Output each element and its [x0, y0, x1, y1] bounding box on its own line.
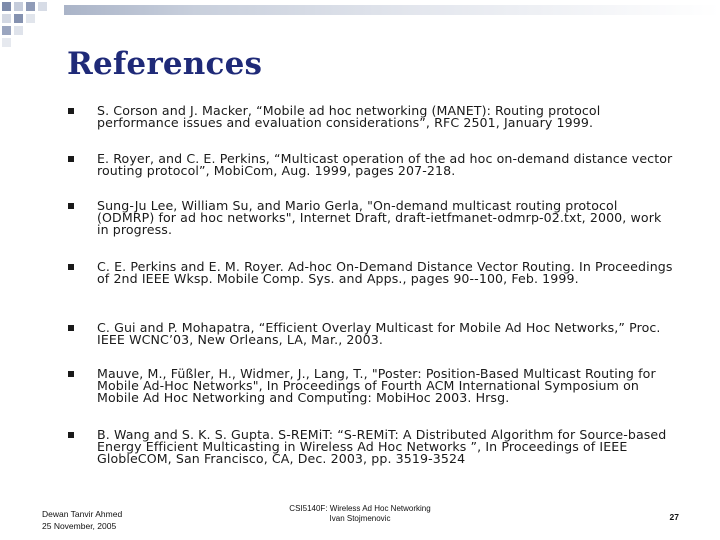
square-bullet-icon: [68, 432, 74, 438]
square-bullet-icon: [68, 203, 74, 209]
reference-item: [68, 368, 698, 404]
reference-item: [68, 105, 698, 129]
square-bullet-icon: [68, 371, 74, 377]
reference-item: [68, 200, 698, 236]
square-bullet-icon: [68, 108, 74, 114]
reference-text: S. Corson and J. Macker, “Mobile ad hoc networking (MANET): Routing protocol performance issues and evaluation considerations”, RFC 2501, January 1999.: [97, 103, 601, 130]
square-bullet-icon: [68, 325, 74, 331]
footer-instructor: Ivan Stojmenovic: [329, 514, 391, 523]
page-number: 27: [669, 512, 679, 522]
footer-author: Dewan Tanvir Ahmed: [42, 509, 123, 519]
reference-item: [68, 322, 698, 346]
footer-course: CSI5140F: Wireless Ad Hoc Networking: [289, 504, 431, 513]
reference-text: Sung-Ju Lee, William Su, and Mario Gerla, "On-demand multicast routing protocol (ODMRP) for ad hoc networks", Internet Draft, draft-ietfmanet-odmrp-02.txt, 2000, work in progress.: [97, 198, 662, 237]
footer-author-date: [42, 508, 122, 532]
reference-text: C. Gui and P. Mohapatra, “Efficient Overlay Multicast for Mobile Ad Hoc Networks,” Proc. IEEE WCNC’03, New Orleans, LA, Mar., 2003.: [97, 320, 661, 347]
reference-item: [68, 261, 698, 285]
page-title: References: [67, 46, 263, 82]
square-bullet-icon: [68, 156, 74, 162]
reference-text: Mauve, M., Füßler, H., Widmer, J., Lang, T., "Poster: Position-Based Multicast Routing for Mobile Ad-Hoc Networks", In Proceedings of Fourth ACM International Symposium on Mobile Ad Hoc Networking and Computing: MobiHoc 2003. Hrsg.: [97, 366, 656, 405]
square-bullet-icon: [68, 264, 74, 270]
reference-text: C. E. Perkins and E. M. Royer. Ad-hoc On-Demand Distance Vector Routing. In Proceedings of 2nd IEEE Wksp. Mobile Comp. Sys. and Apps., pages 90--100, Feb. 1999.: [97, 259, 673, 286]
reference-item: [68, 153, 698, 177]
reference-text: B. Wang and S. K. S. Gupta. S-REMiT: “S-REMiT: A Distributed Algorithm for Source-based Energy Efficient Multicasting in Wireless Ad Hoc Networks ”, In Proceedings of IEEE GlobleCOM, San Francisco, CA, Dec. 2003, pp. 3519-3524: [97, 427, 667, 466]
footer-course-info: [240, 504, 480, 524]
reference-item: [68, 429, 698, 465]
reference-text: E. Royer, and C. E. Perkins, “Multicast operation of the ad hoc on-demand distance vector routing protocol”, MobiCom, Aug. 1999, pages 207-218.: [97, 151, 673, 178]
footer-date: 25 November, 2005: [42, 521, 117, 531]
